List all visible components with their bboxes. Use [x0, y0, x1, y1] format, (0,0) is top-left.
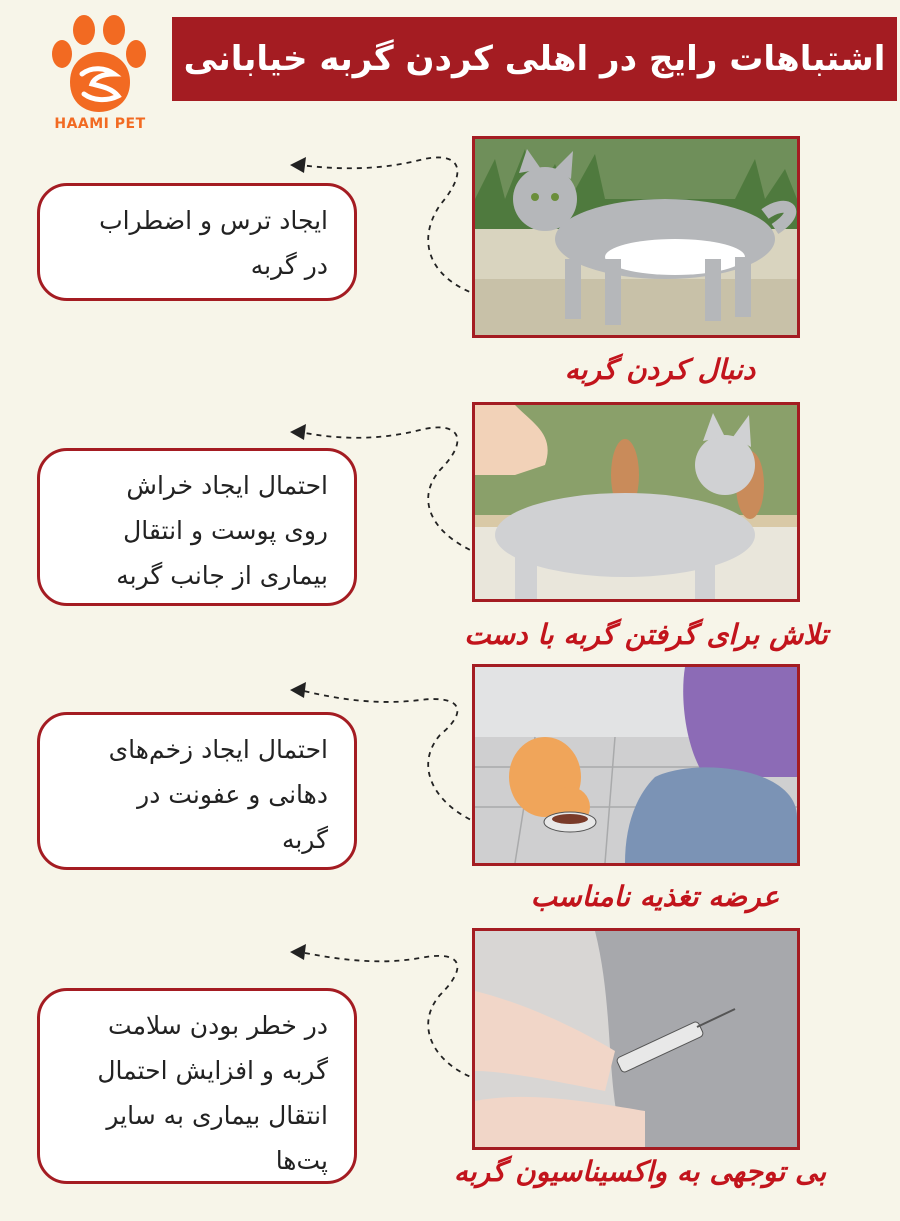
callout-line: احتمال ایجاد خراش	[126, 471, 328, 500]
vaccination-image	[475, 931, 797, 1147]
arrowhead-3	[290, 682, 306, 698]
caption-grabbing: تلاش برای گرفتن گربه با دست	[464, 618, 828, 651]
callout-line: پت‌ها	[275, 1146, 328, 1175]
caption-feeding: عرضه تغذیه نامناسب	[530, 880, 780, 913]
callout-line: در گربه	[250, 251, 328, 280]
callout-line: در خطر بودن سلامت	[108, 1011, 328, 1040]
callout-line: انتقال بیماری به سایر	[106, 1101, 328, 1130]
caption-chasing: دنبال کردن گربه	[564, 353, 756, 386]
hand-reaching-cat-illustration	[472, 402, 800, 602]
caption-vaccination: بی توجهی به واکسیناسیون گربه	[453, 1155, 827, 1188]
callout-vaccination	[37, 988, 357, 1184]
callout-line: روی پوست و انتقال	[123, 516, 328, 545]
callout-line: احتمال ایجاد زخم‌های	[108, 735, 328, 764]
callout-feeding	[37, 712, 357, 870]
arrowhead-4	[290, 944, 306, 960]
cat-eating-image	[475, 667, 797, 863]
callout-line: بیماری از جانب گربه	[116, 561, 328, 590]
cat-vaccination-syringe-illustration	[472, 928, 800, 1150]
callout-line: گربه	[281, 825, 328, 854]
cat-walking-image	[475, 139, 797, 335]
callout-grabbing	[37, 448, 357, 606]
cat-eating-from-bowl-illustration	[472, 664, 800, 866]
cat-walking-illustration	[472, 136, 800, 338]
arrowhead-2	[290, 424, 306, 440]
brand-name: HAAMI PET	[54, 116, 146, 132]
callout-chasing	[37, 183, 357, 301]
page-title-text: اشتباهات رایج در اهلی کردن گربه خیابانی	[183, 39, 886, 79]
callout-line: دهانی و عفونت در	[137, 780, 328, 809]
arrowhead-1	[290, 157, 306, 173]
callout-line: گربه و افزایش احتمال	[97, 1056, 328, 1085]
callout-line: ایجاد ترس و اضطراب	[99, 206, 328, 235]
hand-reaching-cat-image	[475, 405, 797, 599]
